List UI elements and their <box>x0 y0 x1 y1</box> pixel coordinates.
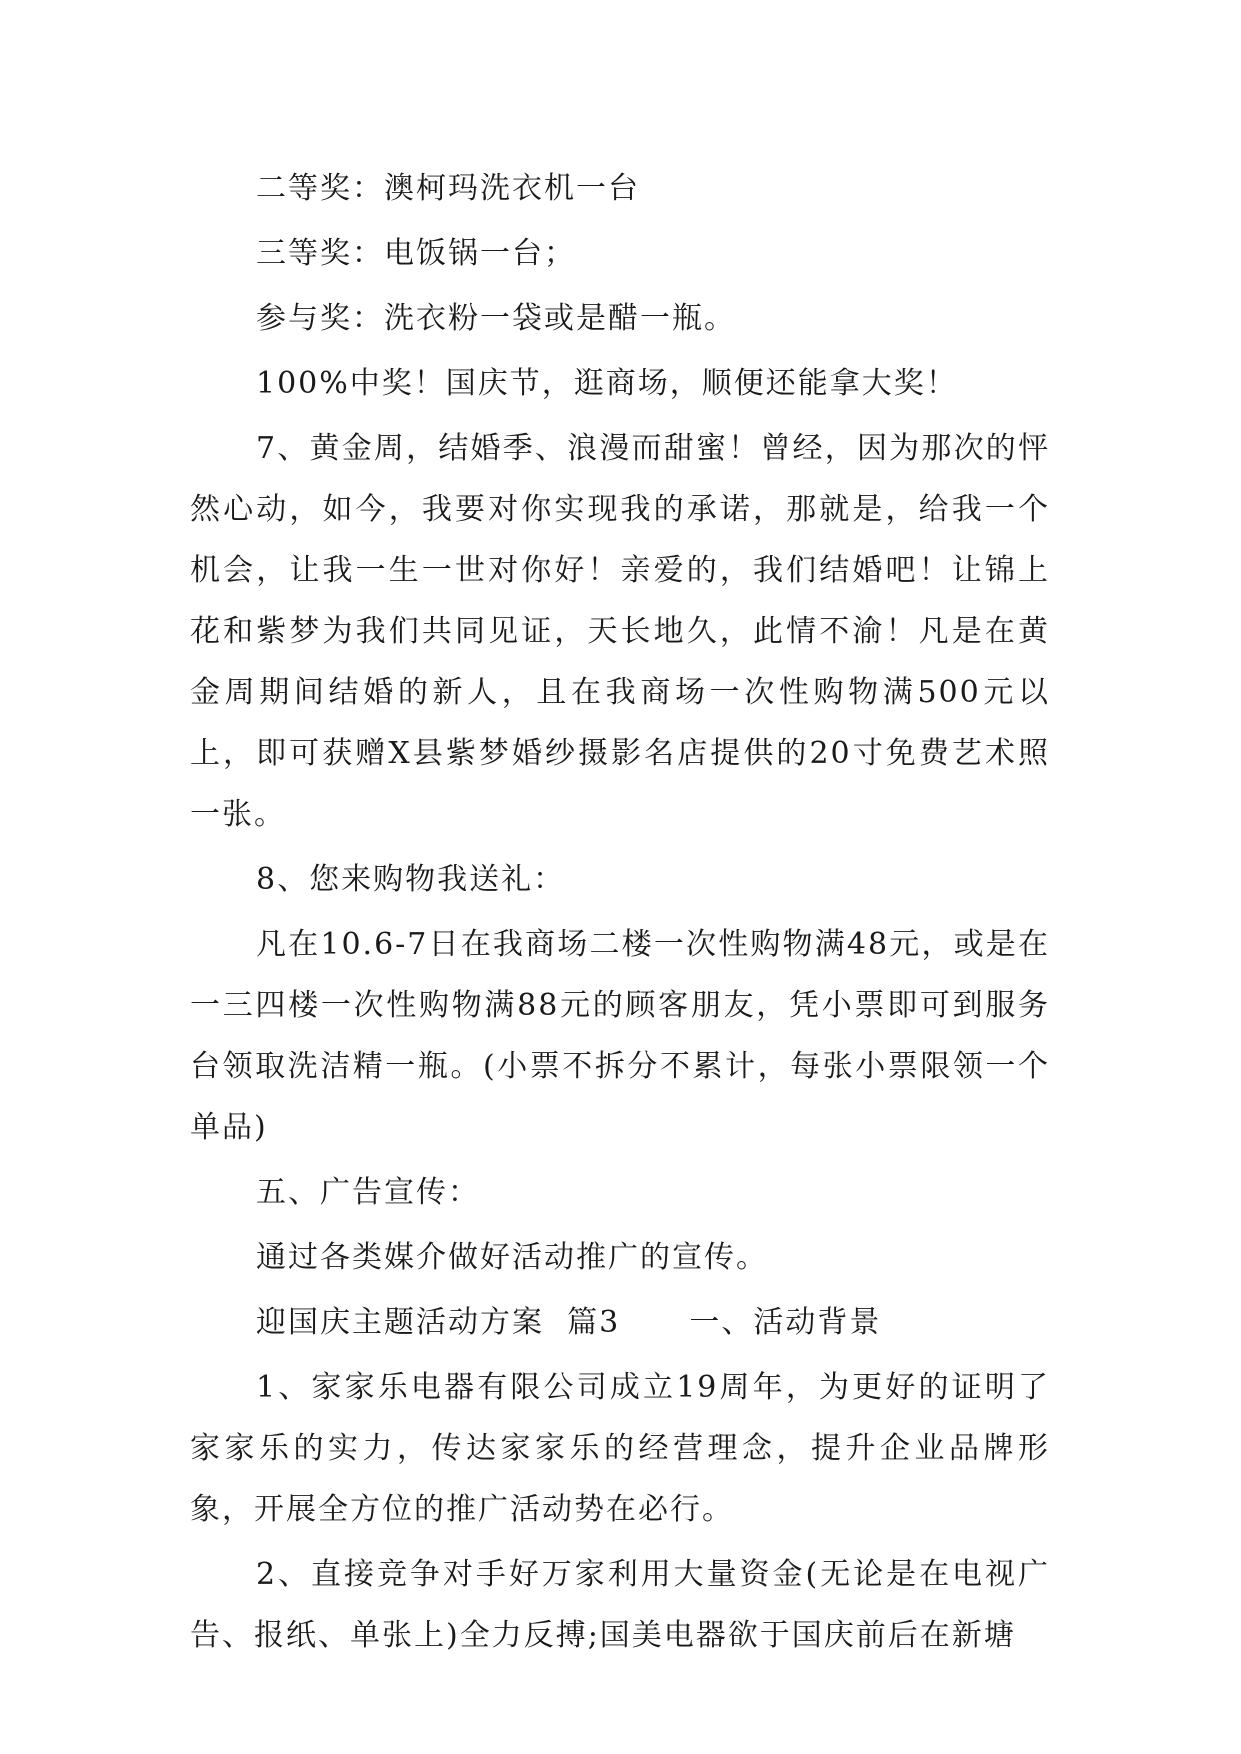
paragraph-second-prize: 二等奖：澳柯玛洗衣机一台 <box>256 171 640 206</box>
paragraph-100-percent-win: 100%中奖！国庆节，逛商场，顺便还能拿大奖！ <box>256 366 958 401</box>
paragraph-item-8-detail: 凡在10.6-7日在我商场二楼一次性购物满48元，或是在一三四楼一次性购物满88元的顾客朋友，凭小票即可到服务台领取洗洁精一瓶。(小票不拆分不累计，每张小票限领一个单品) <box>190 927 1050 1145</box>
paragraph-item-7-wedding: 7、黄金周，结婚季、浪漫而甜蜜！曾经，因为那次的怦然心动，如今，我要对你实现我的承诺，那就是，给我一个机会，让我一生一世对你好！亲爱的，我们结婚吧！让锦上花和紫梦为我们共同见证，天长地久，此情不渝！凡是在黄金周期间结婚的新人，且在我商场一次性购物满500元以上，即可获赠X县紫梦婚纱摄影名店提供的20寸免费艺术照一张。 <box>190 431 1050 832</box>
paragraph-background-2: 2、直接竞争对手好万家利用大量资金(无论是在电视广告、报纸、单张上)全力反搏;国美电器欲于国庆前后在新塘 <box>190 1557 1050 1653</box>
paragraph-third-prize: 三等奖：电饭锅一台； <box>256 236 576 271</box>
section-heading-advertising: 五、广告宣传： <box>256 1175 480 1210</box>
paragraph-advertising: 通过各类媒介做好活动推广的宣传。 <box>256 1240 768 1275</box>
paragraph-background-1: 1、家家乐电器有限公司成立19周年，为更好的证明了家家乐的实力，传达家家乐的经营理念，提升企业品牌形象，开展全方位的推广活动势在必行。 <box>190 1370 1050 1527</box>
document-body <box>190 158 1050 1670</box>
paragraph-item-8-heading: 8、您来购物我送礼： <box>256 862 566 897</box>
section-heading-plan-3: 迎国庆主题活动方案 篇3 一、活动背景 <box>256 1305 882 1340</box>
paragraph-participation-prize: 参与奖：洗衣粉一袋或是醋一瓶。 <box>256 301 736 336</box>
